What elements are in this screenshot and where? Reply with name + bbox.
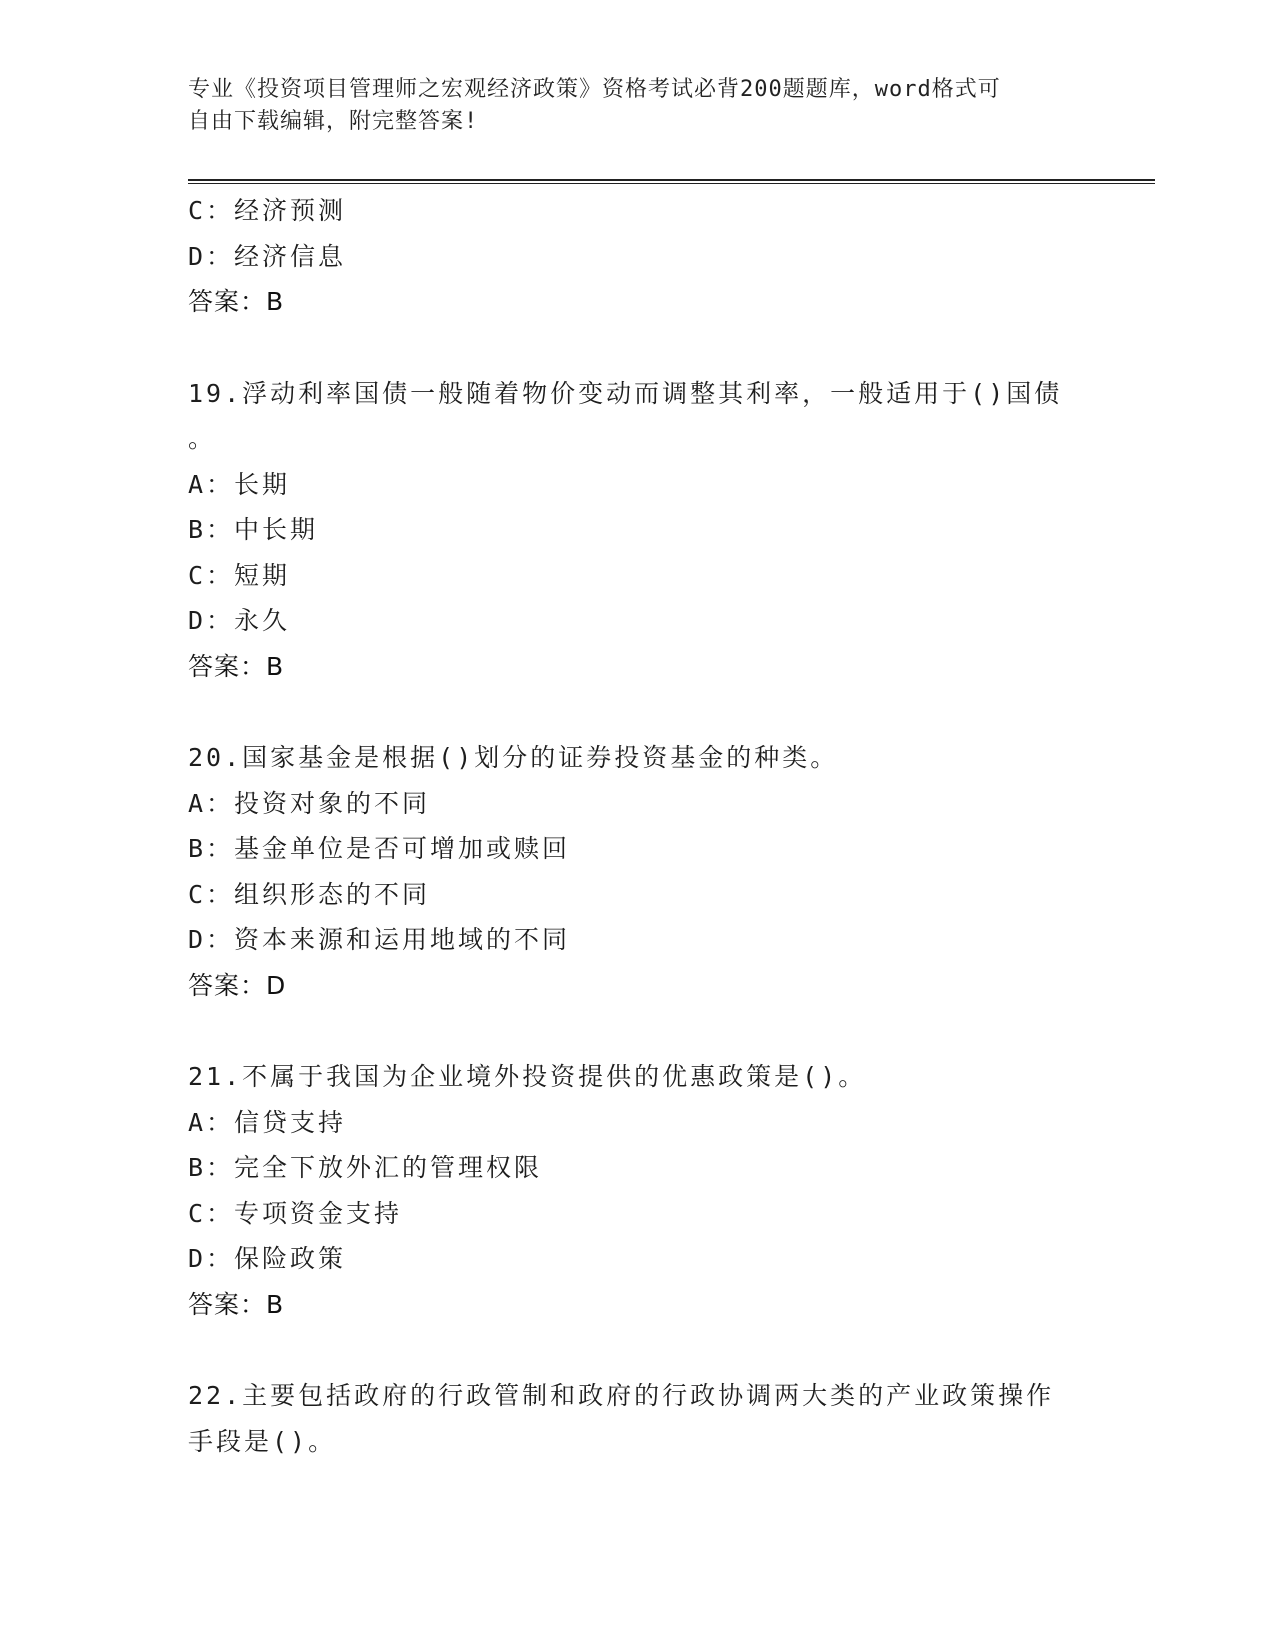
- answer-label: 答案：B: [188, 1289, 285, 1319]
- question-18-continued: [188, 188, 1088, 325]
- question-stem-line-1: 19.浮动利率国债一般随着物价变动而调整其利率，一般适用于()国债: [188, 378, 1063, 408]
- option-b: B：基金单位是否可增加或赎回: [188, 834, 571, 863]
- header-divider-thick: [188, 179, 1155, 181]
- option-c: C：组织形态的不同: [188, 879, 431, 909]
- option-d: D：永久: [188, 606, 291, 635]
- question-21: [188, 1054, 1088, 1327]
- answer-label: 答案：B: [188, 287, 285, 316]
- option-a: A：信贷支持: [188, 1107, 347, 1137]
- option-c: C：短期: [188, 560, 291, 590]
- question-stem-line-2: 。: [188, 424, 217, 453]
- question-20: [188, 735, 1088, 1008]
- question-list: [188, 188, 1088, 1464]
- question-stem: 21.不属于我国为企业境外投资提供的优惠政策是()。: [188, 1062, 867, 1091]
- document-header: [188, 74, 1068, 138]
- question-stem-line-1: 22.主要包括政府的行政管制和政府的行政协调两大类的产业政策操作: [188, 1381, 1055, 1410]
- header-divider-thin: [188, 183, 1155, 184]
- option-a: A：投资对象的不同: [188, 788, 431, 818]
- question-stem-line-2: 手段是()。: [188, 1426, 337, 1456]
- answer-label: 答案：B: [188, 651, 285, 681]
- header-title-line-1: 专业《投资项目管理师之宏观经济政策》资格考试必背200题题库，word格式可: [188, 77, 1001, 102]
- option-d: D：保险政策: [188, 1244, 347, 1273]
- question-stem: 20.国家基金是根据()划分的证券投资基金的种类。: [188, 743, 839, 772]
- option-b: B：中长期: [188, 515, 319, 544]
- header-title-line-2: 自由下载编辑，附完整答案!: [188, 109, 479, 134]
- option-d: D：资本来源和运用地域的不同: [188, 925, 571, 954]
- option-d: D：经济信息: [188, 241, 347, 271]
- option-c: C：专项资金支持: [188, 1198, 403, 1228]
- option-a: A：长期: [188, 469, 291, 499]
- option-b: B：完全下放外汇的管理权限: [188, 1153, 543, 1182]
- option-c: C：经济预测: [188, 196, 347, 225]
- question-22: [188, 1373, 1088, 1464]
- question-19: [188, 371, 1088, 690]
- answer-label: 答案：D: [188, 970, 287, 1000]
